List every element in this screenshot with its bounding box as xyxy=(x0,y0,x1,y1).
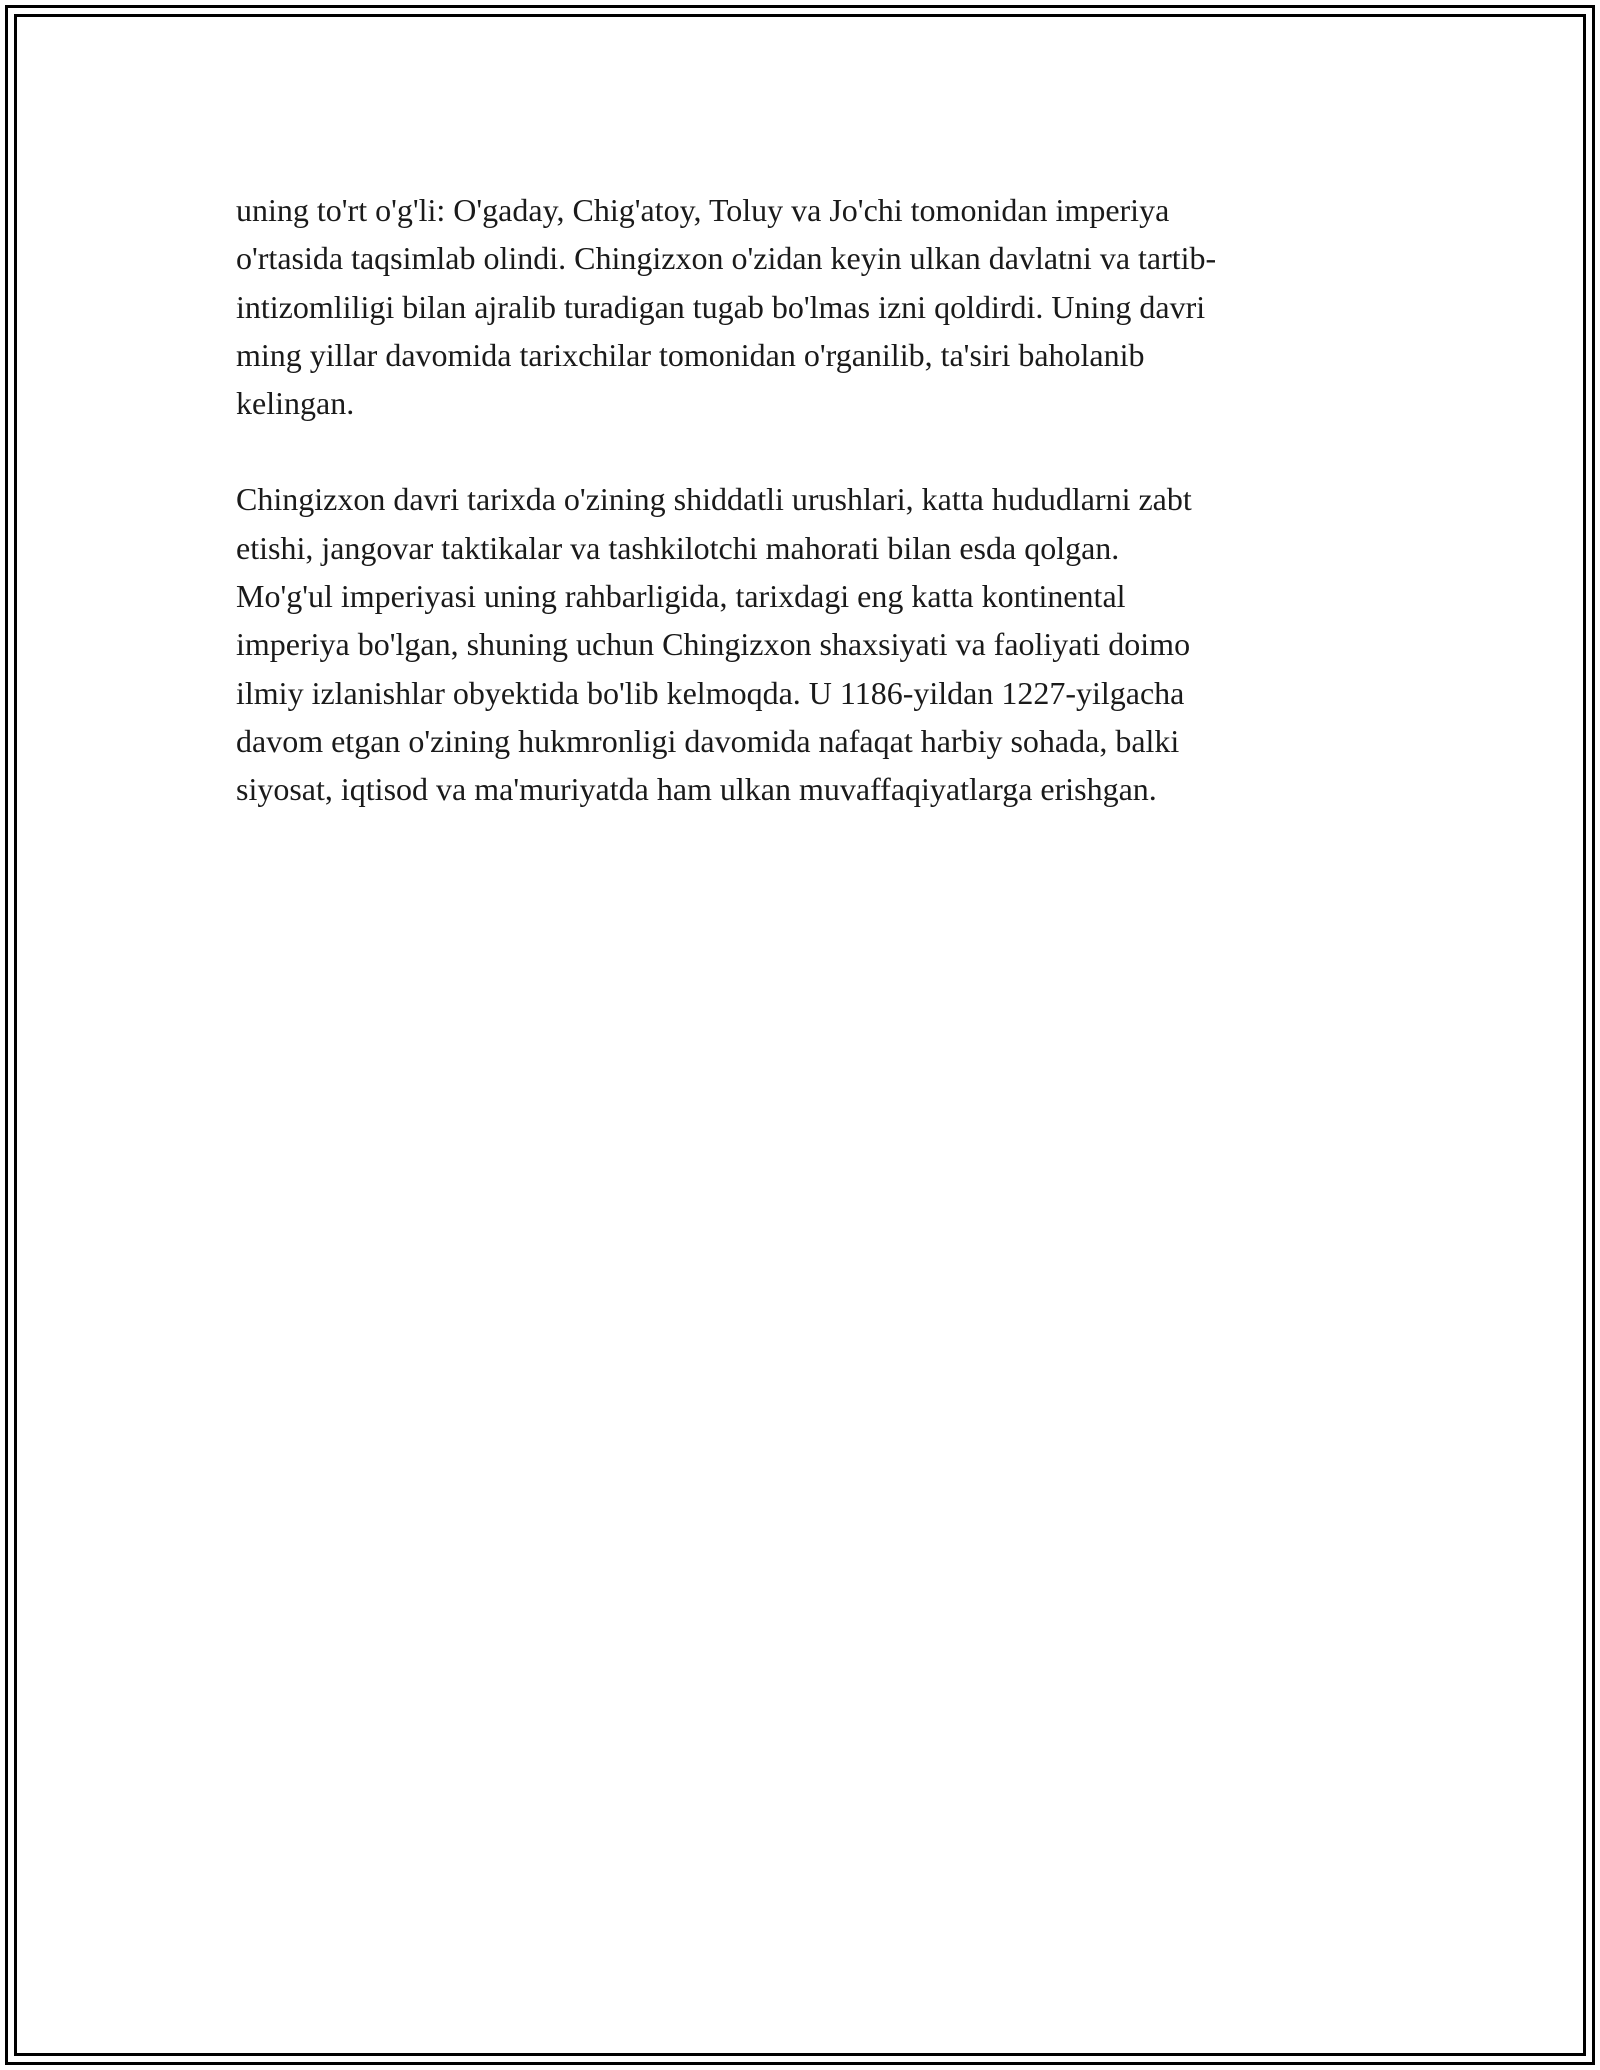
text-line: imperiya bo'lgan, shuning uchun Chingizxon shaxsiyati va faoliyati doimo xyxy=(236,626,1191,663)
text-line: etishi, jangovar taktikalar va tashkilotchi mahorati bilan esda qolgan. xyxy=(236,529,1120,566)
text-line: Chingizxon davri tarixda o'zining shiddatli urushlari, katta hududlarni zabt xyxy=(236,481,1192,518)
text-line: siyosat, iqtisod va ma'muriyatda ham ulkan muvaffaqiyatlarga erishgan. xyxy=(236,771,1157,808)
text-line: davom etgan o'zining hukmronligi davomida nafaqat harbiy sohada, balki xyxy=(236,722,1180,759)
text-line: Mo'g'ul imperiyasi uning rahbarligida, tarixdagi eng katta kontinental xyxy=(236,578,1126,615)
paragraph-1 xyxy=(236,186,1376,427)
paragraph-2 xyxy=(236,475,1376,813)
text-line: intizomliligi bilan ajralib turadigan tugab bo'lmas izni qoldirdi. Uning davri xyxy=(236,288,1206,325)
text-line: ming yillar davomida tarixchilar tomonidan o'rganilib, ta'siri baholanib xyxy=(236,336,1145,373)
text-line: kelingan. xyxy=(236,385,355,422)
document-body xyxy=(236,186,1376,814)
text-line: ilmiy izlanishlar obyektida bo'lib kelmoqda. U 1186-yildan 1227-yilgacha xyxy=(236,674,1185,711)
text-line: o'rtasida taqsimlab olindi. Chingizxon o'zidan keyin ulkan davlatni va tartib- xyxy=(236,240,1217,277)
text-line: uning to'rt o'g'li: O'gaday, Chig'atoy, Toluy va Jo'chi tomonidan imperiya xyxy=(236,192,1170,228)
